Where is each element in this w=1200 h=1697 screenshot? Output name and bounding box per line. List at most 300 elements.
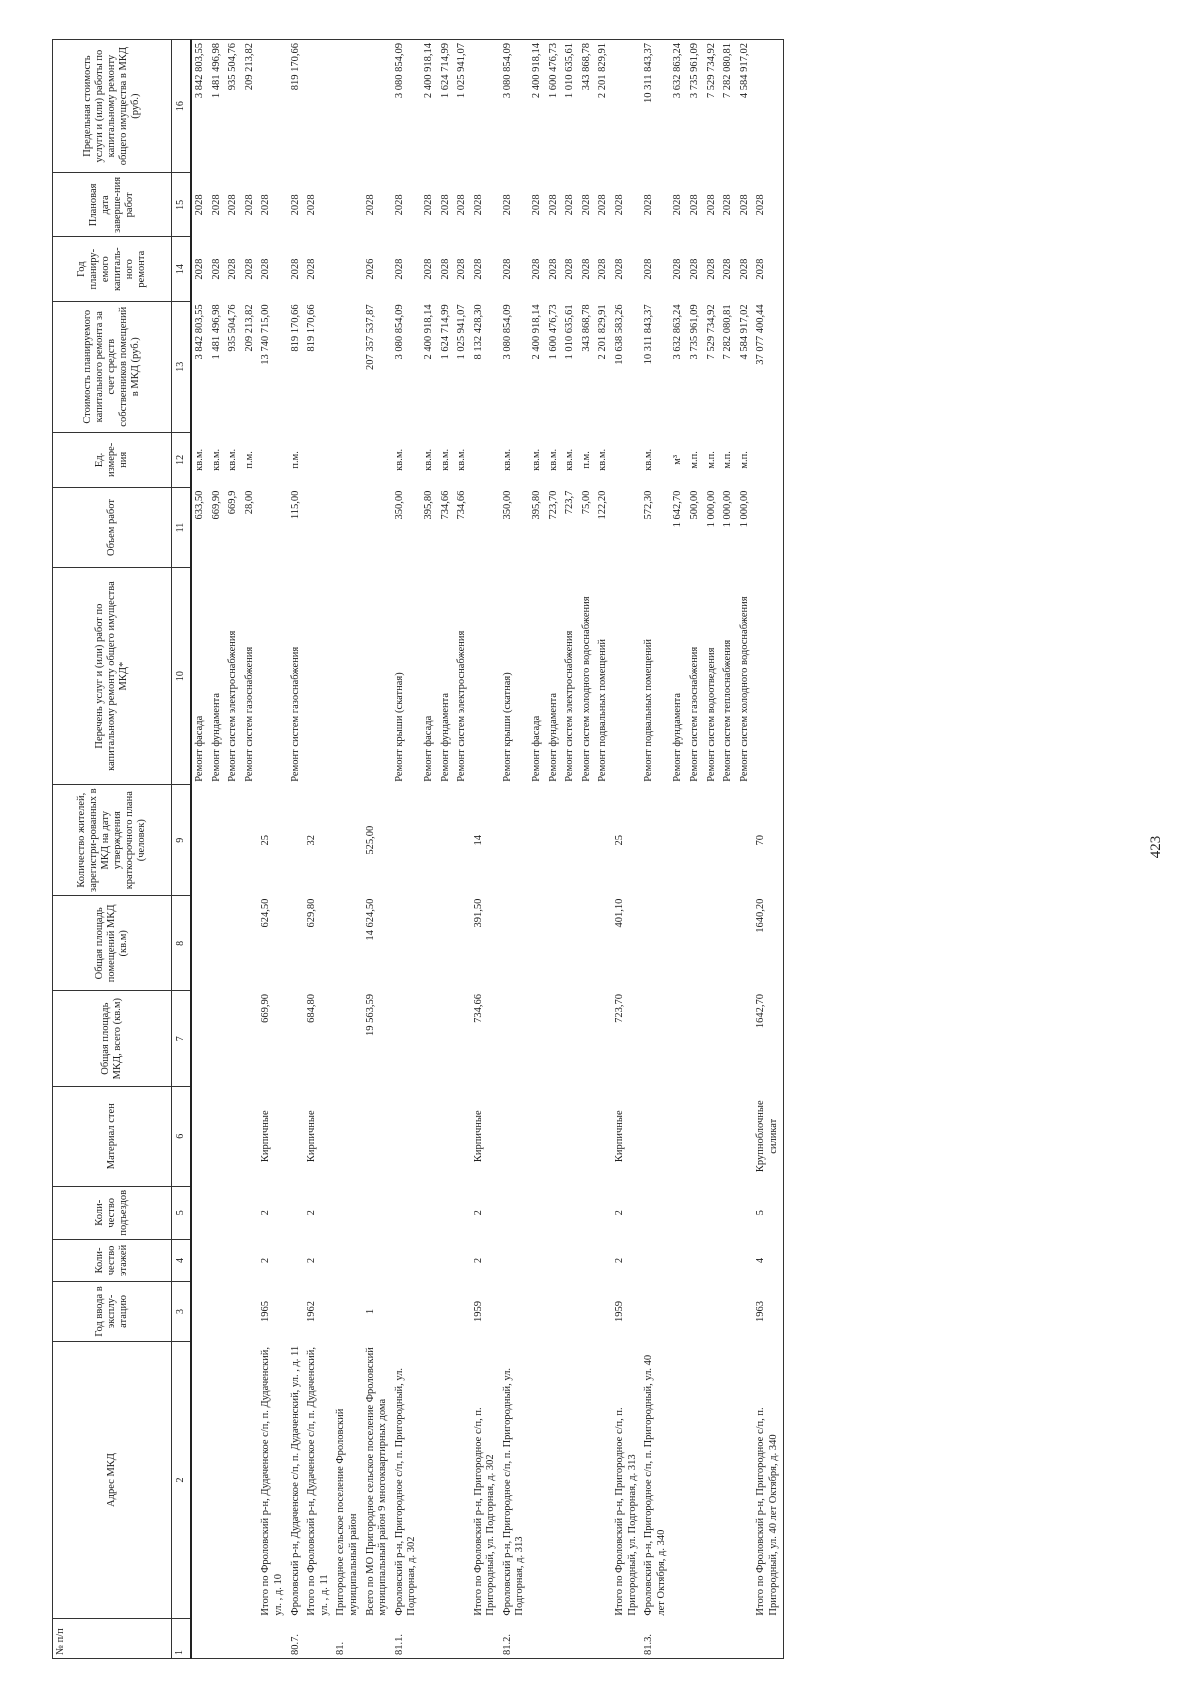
table-cell: 2028 [422,194,434,216]
table-cell: Ремонт фасада [194,715,205,782]
table-row [363,40,392,1659]
table-cell: 81.3. [641,1619,670,1659]
table-cell: 2028 [364,194,376,216]
table-cell [529,896,546,991]
table-cell [333,1239,362,1281]
table-cell [209,896,226,991]
table-cell: 1 624 714,99 [439,304,451,360]
table-cell [363,1186,392,1239]
table-cell: 734,66 [439,490,451,520]
table-cell: 14 [472,834,484,846]
table-cell: Ремонт систем газоснабжения [289,646,301,782]
column-header-13: Стоимость планируемого капитального ремонта за счет средств собственников помещений в МКД (руб.) [53,301,172,432]
table-cell: 2028 [753,237,783,301]
table-cell: 1 025 941,07 [454,40,471,173]
table-cell [209,1282,226,1342]
table-cell: 2028 [393,258,405,280]
table-cell: 2028 [472,258,484,280]
table-cell [438,991,455,1086]
column-header-10: Перечень услуг и (или) работ по капитальному ремонту общего имущества МКД* [53,567,172,784]
table-cell: 669,90 [260,994,272,1023]
table-cell: 3 842 803,55 [191,40,209,173]
table-cell [704,1086,721,1186]
table-cell: Ремонт систем холодного водоснабжения [738,596,750,782]
table-cell [687,1186,704,1239]
table-cell: 80.7. [288,1619,305,1659]
table-cell: 25 [260,834,272,846]
table-cell: 2028 [306,194,318,216]
table-cell [704,1239,721,1281]
table-cell [191,991,209,1086]
table-cell: 7 282 080,81 [720,40,737,173]
table-cell: 2028 [227,258,239,280]
table-row [720,40,737,1659]
table-cell [595,785,612,896]
table-cell [392,1282,421,1342]
table-cell [209,1086,226,1186]
table-cell: 13 740 715,00 [260,304,272,365]
table-cell: 2028 [194,258,205,280]
table-cell [242,1282,259,1342]
table-cell [242,785,259,896]
table-cell [471,40,500,173]
table-cell [209,1341,226,1618]
table-cell [595,896,612,991]
table-cell [562,1186,579,1239]
table-cell [753,40,783,173]
table-cell [392,1239,421,1281]
table-row [225,40,242,1659]
table-cell: Всего по МО Пригородное сельское поселение Фроловский муниципальный район 9 многоквартирных дома [364,1347,389,1616]
table-cell: Ремонт систем электроснабжения [227,630,239,782]
table-cell: м.п. [689,451,700,469]
table-cell: 7 282 080,81 [722,304,734,360]
table-cell [753,432,783,487]
table-cell: 3 632 863,24 [670,40,687,173]
table-cell: Ремонт фундамента [210,692,222,782]
table-cell [641,785,670,896]
table-cell [225,1186,242,1239]
table-cell [704,785,721,896]
table-cell: 115,00 [289,490,301,520]
table-cell: кв.м. [597,448,609,471]
table-row [288,40,305,1659]
table-cell [641,1186,670,1239]
table-cell: 37 077 400,44 [753,301,783,432]
table-cell [304,567,333,784]
table-cell [363,567,392,784]
table-cell [579,1282,596,1342]
table-cell: 1 481 496,98 [210,304,222,360]
table-cell: 572,30 [643,490,655,520]
table-cell: 633,50 [194,490,205,520]
table-cell: 1959 [472,1300,484,1322]
table-cell [471,488,500,568]
table-cell [421,1282,438,1342]
table-cell: 2 [306,1210,318,1216]
table-cell: 935 504,76 [227,304,239,352]
table-cell: 2028 [289,194,301,216]
table-cell: 4 [753,1239,783,1281]
table-cell: 2028 [393,194,405,216]
table-cell: 2 [260,1257,272,1264]
table-cell: 207 357 537,87 [364,304,376,370]
table-cell [687,1239,704,1281]
table-cell [421,1186,438,1239]
table-cell [529,1186,546,1239]
table-cell: 2028 [643,194,655,216]
table-cell: 1642,70 [753,991,783,1086]
table-cell: 2028 [722,194,734,216]
table-cell [500,896,529,991]
table-cell [500,1282,529,1342]
table-cell [438,1239,455,1281]
table-cell: 1 624 714,99 [438,40,455,173]
table-cell [595,1341,612,1618]
table-cell: 2028 [672,258,684,280]
table-cell: 2 201 829,91 [597,304,609,360]
table-cell [687,1282,704,1342]
table-cell [529,1282,546,1342]
column-number-6: 6 [172,1086,192,1186]
table-cell: Ремонт систем газоснабжения [689,646,700,782]
table-row [579,40,596,1659]
table-cell [421,1619,438,1659]
table-cell: Фроловский р-н, Пригородное с/п, п. Пригородный, ул. Подгорная, д. 302 [393,1367,418,1616]
table-cell [225,1239,242,1281]
table-cell [333,567,362,784]
table-cell [562,991,579,1086]
table-cell: 2028 [614,258,626,280]
table-cell [737,1186,754,1239]
table-cell [753,567,783,784]
table-cell [612,1619,641,1659]
table-cell [579,1239,596,1281]
table-cell [209,991,226,1086]
table-cell [333,432,362,487]
table-cell [333,991,362,1086]
table-cell [454,896,471,991]
table-cell: кв.м. [393,448,405,471]
table-cell: 2028 [580,194,592,216]
table-cell: 819 170,66 [289,304,301,352]
table-cell: Ремонт подвальных помещений [643,639,655,782]
table-cell [500,1086,529,1186]
table-cell: 2028 [738,258,750,280]
table-cell [562,785,579,896]
table-cell [612,432,641,487]
table-cell [687,1086,704,1186]
table-cell [333,1186,362,1239]
table-cell [670,785,687,896]
table-cell: 2 400 918,14 [531,304,543,360]
table-cell [529,1086,546,1186]
table-cell: 8 132 428,30 [472,304,484,360]
table-cell: 669,90 [210,490,222,520]
table-cell [546,991,563,1086]
table-cell [753,488,783,568]
column-number-3: 3 [172,1282,192,1342]
table-cell [438,1186,455,1239]
table-cell: Ремонт крыши (скатная) [501,672,513,782]
table-cell: 2 [260,1210,272,1216]
table-cell: 3 735 961,09 [687,40,704,173]
table-cell [612,488,641,568]
table-cell: Ремонт систем электроснабжения [564,630,576,782]
table-cell [704,991,721,1086]
table-cell [546,1086,563,1186]
table-cell [546,896,563,991]
table-cell [421,1239,438,1281]
table-cell: 2028 [705,194,717,216]
column-header-6: Материал стен [53,1086,172,1186]
table-cell [579,1086,596,1186]
table-cell: кв.м. [227,448,239,471]
table-cell [191,1086,209,1186]
table-cell [704,1341,721,1618]
table-cell [363,488,392,568]
table-cell: кв.м. [439,448,451,471]
table-cell: кв.м. [643,448,655,471]
table-row [595,40,612,1659]
table-cell: 2028 [289,258,301,280]
table-cell: 723,7 [564,490,576,515]
table-cell: 2028 [227,194,239,216]
table-cell: Фроловский р-н, Пригородное с/п, п. Пригородный, ул. Подгорная, д. 313 [501,1367,526,1616]
column-number-2: 2 [172,1341,192,1618]
table-cell [288,896,305,991]
table-cell: Фроловский р-н, Пригородное с/п, п. Пригородный, ул. 40 лет Октября, д. 340 [643,1354,667,1616]
table-cell [304,432,333,487]
table-cell [720,991,737,1086]
table-cell: Кирпичные [472,1110,484,1163]
table-row [454,40,471,1659]
table-cell: Итого по Фроловский р-н, Пригородное с/п, п. Пригородный, ул. Подгорная, д. 302 [472,1407,497,1616]
table-cell: кв.м. [456,448,468,471]
table-cell [392,896,421,991]
table-cell: кв.м. [422,448,434,471]
table-cell: Итого по Фроловский р-н, Пригородное с/п, п. Пригородный, ул. 40 лет Октября, д. 340 [753,1341,783,1618]
table-cell: Ремонт крыши (скатная) [393,672,405,782]
table-cell: 391,50 [472,898,484,928]
table-cell [641,1282,670,1342]
table-cell [500,785,529,896]
table-cell [737,1619,754,1659]
table-cell [191,1619,209,1659]
table-cell [225,1619,242,1659]
table-cell: 7 529 734,92 [704,40,721,173]
table-cell: 3 080 854,09 [393,304,405,360]
table-cell: 684,80 [306,994,318,1023]
column-header-11: Объем работ [53,488,172,568]
table-cell: Крупноблочные силикат [753,1086,783,1186]
table-cell: 1 000,00 [705,490,717,528]
table-cell: Ремонт систем газоснабжения [243,646,255,782]
table-cell [670,1341,687,1618]
table-cell: Итого по Фроловский р-н, Дудаченское с/п, п. Дудаченский, ул. , д. 10 [260,1346,284,1616]
table-cell: 395,80 [531,490,543,520]
table-cell: п.м. [243,451,255,469]
table-cell [579,1186,596,1239]
table-cell [191,1341,209,1618]
table-row [529,40,546,1659]
table-cell [454,1239,471,1281]
table-row [500,40,529,1659]
table-cell: Кирпичные [306,1110,318,1163]
table-cell: 1640,20 [753,896,783,991]
table-cell: 2028 [722,258,734,280]
table-cell [191,1239,209,1281]
table-cell [333,40,362,173]
table-cell: 723,70 [614,994,626,1023]
table-cell: 2028 [194,194,205,216]
header-row [53,40,172,1659]
table-cell [595,1239,612,1281]
table-row [392,40,421,1659]
table-cell: п.м. [289,451,301,469]
column-header-15: Плановая дата заверше-ния работ [53,173,172,237]
table-cell: 14 624,50 [364,898,376,941]
table-cell [392,1186,421,1239]
table-cell: м.п. [705,451,717,469]
table-cell: 25 [614,834,626,846]
table-cell: 10 638 583,26 [614,304,626,365]
column-number-8: 8 [172,896,192,991]
table-cell: 2028 [422,258,434,280]
table-cell [225,991,242,1086]
table-cell [500,1186,529,1239]
table-cell: 2028 [531,194,543,216]
table-cell [500,991,529,1086]
table-cell [333,785,362,896]
table-cell [641,991,670,1086]
table-cell: 209 213,82 [242,40,259,173]
table-cell [454,785,471,896]
table-cell: Пригородное сельское поселение Фроловский муниципальный район [335,1408,359,1616]
table-cell: 3 080 854,09 [501,304,513,360]
table-cell [641,1086,670,1186]
table-row [438,40,455,1659]
table-cell: 669,9 [227,490,239,515]
table-cell [720,1619,737,1659]
table-cell [546,1186,563,1239]
table-cell: 2028 [456,194,468,216]
table-cell: 70 [753,785,783,896]
column-header-1: № п/п [53,1619,172,1659]
table-cell: 10 311 843,37 [641,40,670,173]
table-cell: м.п. [738,451,750,469]
table-cell: 3 080 854,09 [392,40,421,173]
table-cell: 734,66 [456,490,468,520]
table-row [304,40,333,1659]
table-cell: 1 481 496,98 [209,40,226,173]
table-cell: 2028 [597,194,609,216]
table-cell [612,40,641,173]
table-cell [421,1341,438,1618]
table-cell [209,785,226,896]
table-cell [562,1341,579,1618]
table-cell [363,40,392,173]
table-cell [363,432,392,487]
table-cell [191,1186,209,1239]
capital-repair-table [52,39,784,1659]
table-cell: 2028 [260,258,272,280]
table-cell [579,991,596,1086]
table-cell [191,896,209,991]
table-cell [546,785,563,896]
table-cell [687,785,704,896]
table-cell: 2028 [705,258,717,280]
table-row [737,40,754,1659]
table-cell [471,1619,500,1659]
table-cell [500,1239,529,1281]
table-cell [333,488,362,568]
table-cell: 624,50 [260,898,272,928]
table-cell [670,1086,687,1186]
table-row [704,40,721,1659]
column-header-8: Общая площадь помещений МКД (кв.м) [53,896,172,991]
table-cell: 1 600 476,73 [546,40,563,173]
table-cell [595,1186,612,1239]
table-cell [737,896,754,991]
table-cell: 3 735 961,09 [689,304,700,360]
column-number-15: 15 [172,173,192,237]
table-cell [304,488,333,568]
table-cell: кв.м. [547,448,559,471]
table-cell [454,1282,471,1342]
table-cell [720,1086,737,1186]
column-header-4: Коли-чество этажей [53,1239,172,1281]
table-cell: 2 201 829,91 [595,40,612,173]
table-row [471,40,500,1659]
table-cell [595,991,612,1086]
table-cell: 1959 [614,1300,626,1322]
table-cell: 350,00 [393,490,405,520]
table-cell [670,1619,687,1659]
table-cell [670,1186,687,1239]
table-cell: 401,10 [614,898,626,928]
table-cell [191,1282,209,1342]
table-cell [454,1341,471,1618]
table-cell [529,1619,546,1659]
table-cell: 629,80 [306,898,318,928]
table-cell: 343 868,78 [579,40,596,173]
table-cell [438,896,455,991]
table-cell: 81. [333,1619,362,1659]
table-cell [438,785,455,896]
table-cell: 1 000,00 [722,490,734,528]
table-row [258,40,287,1659]
table-cell: 1 642,70 [672,490,684,528]
table-row [333,40,362,1659]
table-row [687,40,704,1659]
table-cell [471,432,500,487]
table-cell: Итого по Фроловский р-н, Дудаченское с/п, п. Дудаченский, ул. , д. 11 [306,1346,330,1616]
table-cell [670,1239,687,1281]
table-cell [438,1282,455,1342]
table-cell [687,1619,704,1659]
table-cell: 3 632 863,24 [672,304,684,360]
table-cell [737,1282,754,1342]
table-cell [641,1239,670,1281]
table-cell: 2028 [456,258,468,280]
table-cell [209,1239,226,1281]
table-cell: 81.2. [500,1619,529,1659]
table-cell [421,785,438,896]
table-cell [737,785,754,896]
table-cell [288,1186,305,1239]
table-cell: 1 010 635,61 [564,304,576,360]
